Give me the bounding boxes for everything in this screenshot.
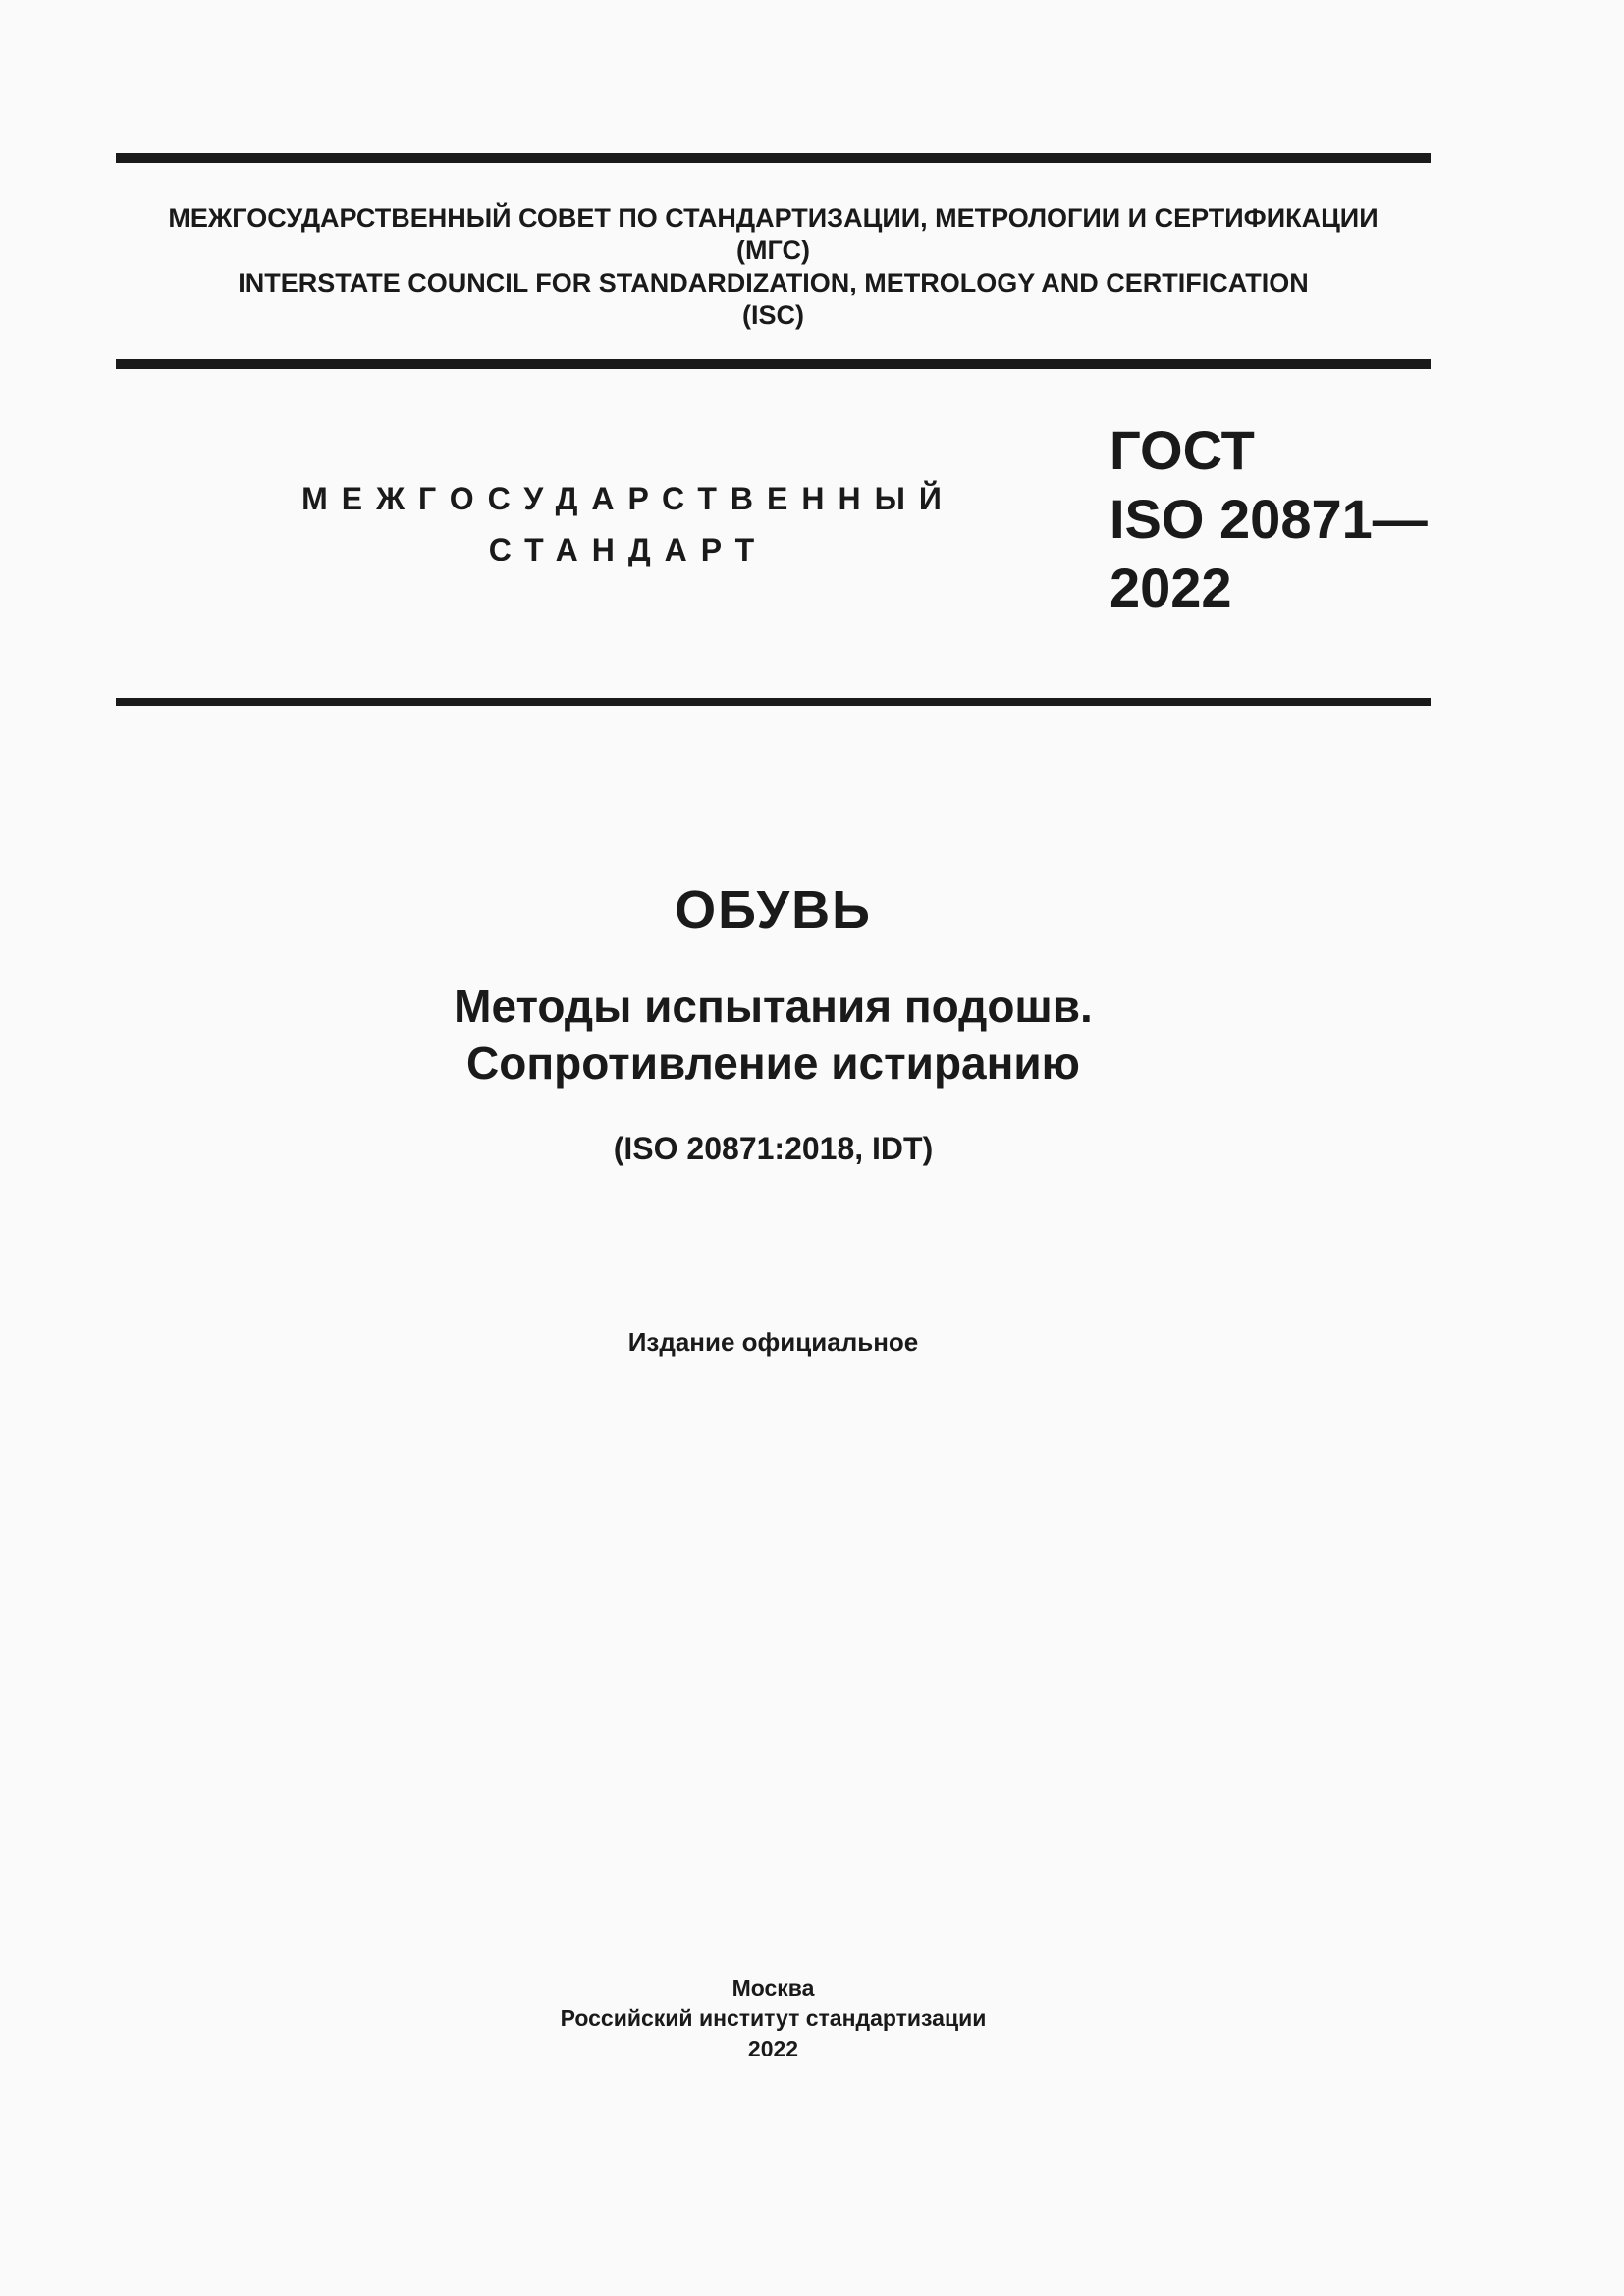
standard-kind-line1: МЕЖГОСУДАРСТВЕННЫЙ — [301, 481, 955, 516]
subtitle-line2: Сопротивление истиранию — [466, 1038, 1080, 1089]
imprint — [116, 1973, 1431, 2064]
standard-number-line2: ISO 20871— — [1110, 488, 1428, 550]
standard-kind-line2: СТАНДАРТ — [488, 532, 769, 567]
council-ru-abbr: (МГС) — [736, 236, 810, 265]
bottom-rule — [116, 698, 1431, 706]
standard-number-line1: ГОСТ — [1110, 419, 1255, 481]
standard-number-line3: 2022 — [1110, 557, 1232, 618]
middle-rule — [116, 359, 1431, 369]
council-header — [116, 202, 1431, 332]
standard-kind — [295, 473, 962, 575]
top-rule — [116, 153, 1431, 163]
edition-label: Издание официальное — [627, 1327, 919, 1357]
council-en-abbr: (ISC) — [742, 300, 804, 330]
subtitle-line1: Методы испытания подошв. — [454, 981, 1093, 1032]
imprint-year: 2022 — [747, 2036, 799, 2061]
council-en-name: INTERSTATE COUNCIL FOR STANDARDIZATION, METROLOGY AND CERTIFICATION — [238, 268, 1309, 297]
council-ru-name: МЕЖГОСУДАРСТВЕННЫЙ СОВЕТ ПО СТАНДАРТИЗАЦИИ, МЕТРОЛОГИИ И СЕРТИФИКАЦИИ — [168, 203, 1379, 233]
standard-number — [1110, 416, 1428, 622]
imprint-publisher: Российский институт стандартизации — [560, 2005, 987, 2031]
document-subtitle — [116, 978, 1431, 1092]
imprint-city: Москва — [731, 1975, 815, 2001]
iso-reference: (ISO 20871:2018, IDT) — [613, 1131, 934, 1166]
document-title: ОБУВЬ — [675, 881, 872, 939]
